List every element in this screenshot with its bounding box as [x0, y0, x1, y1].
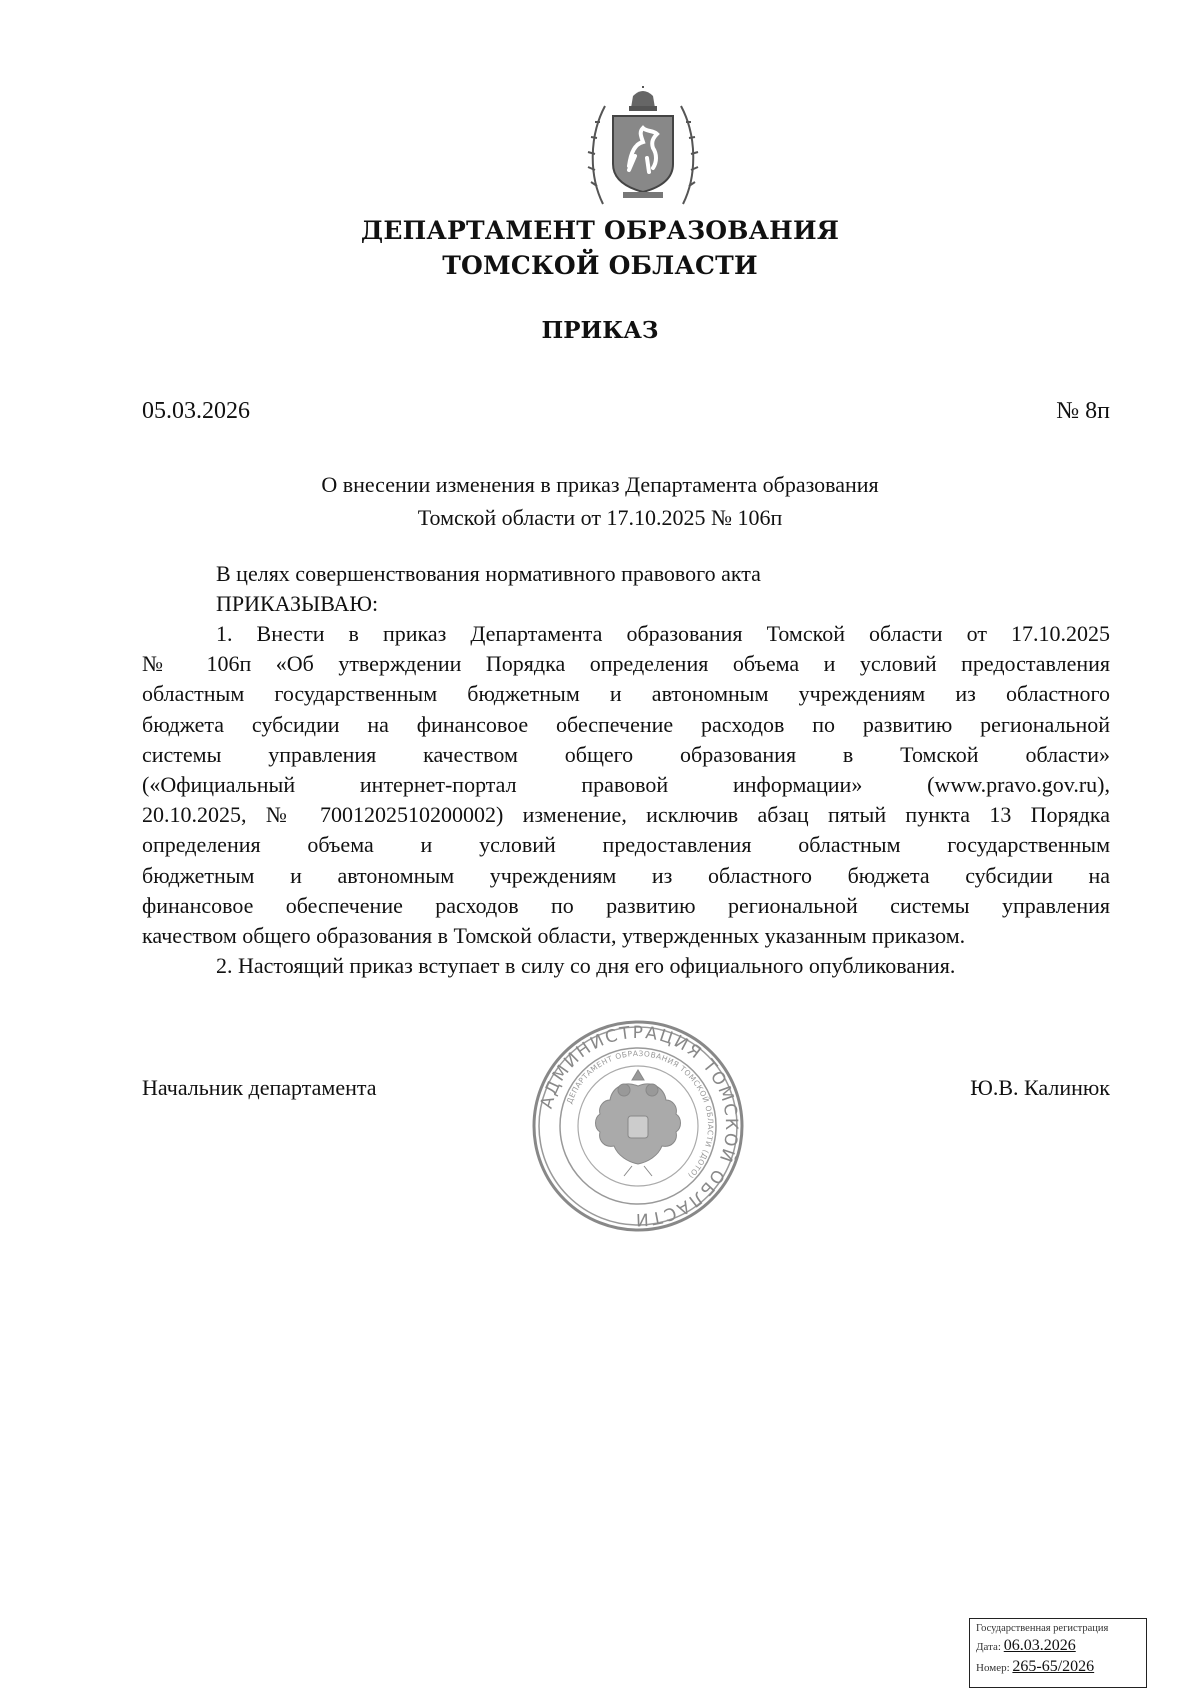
registration-number-value: 265-65/2026	[1012, 1658, 1095, 1675]
order-word: ПРИКАЗЫВАЮ:	[216, 591, 379, 616]
item1-line: бюджетным и автономным учреждениям из областного бюджета субсидии на	[142, 862, 1110, 888]
order-date: 05.03.2026	[142, 398, 250, 424]
signer-title: Начальник департамента	[142, 1075, 377, 1100]
item1-line: качеством общего образования в Томской области, утвержденных указанным приказом.	[142, 923, 966, 949]
document-type-title: ПРИКАЗ	[541, 317, 659, 344]
item1-line: финансовое обеспечение расходов по развитию региональной системы управления	[142, 892, 1110, 918]
registration-box	[969, 1618, 1147, 1688]
order-number: № 8п	[1056, 398, 1110, 424]
registration-date-label: Дата:	[976, 1641, 1001, 1653]
item2-text: 2. Настоящий приказ вступает в силу со дня его официального опубликования.	[216, 953, 956, 979]
registration-number-label: Номер:	[976, 1662, 1010, 1674]
order-body	[142, 619, 1110, 981]
department-name-line1: ДЕПАРТАМЕНТ ОБРАЗОВАНИЯ	[360, 216, 840, 245]
registration-title: Государственная регистрация	[976, 1623, 1109, 1634]
registration-date-row	[976, 1637, 1140, 1655]
subject-line1: О внесении изменения в приказ Департамента образования	[321, 472, 879, 497]
registration-date-value: 06.03.2026	[1003, 1637, 1076, 1654]
department-name-line2: ТОМСКОЙ ОБЛАСТИ	[442, 251, 758, 280]
item1-line: 1. Внести в приказ Департамента образования Томской области от 17.10.2025	[216, 621, 1110, 646]
item1-line: областным государственным бюджетным и автономным учреждениям из областного	[142, 681, 1110, 707]
item1-line: системы управления качеством общего образования в Томской области»	[142, 741, 1110, 767]
registration-number-row	[976, 1658, 1140, 1676]
item1-line: определения объема и условий предоставления областным государственным	[142, 832, 1110, 858]
item1-line: № 106п «Об утверждении Порядка определения объема и условий предоставления	[142, 651, 1110, 677]
signer-name: Ю.В. Калинюк	[970, 1075, 1110, 1100]
item1-line: бюджета субсидии на финансовое обеспечение расходов по развитию региональной	[142, 711, 1110, 737]
stamp-inner-text: ДЕПАРТАМЕНТ ОБРАЗОВАНИЯ ТОМСКОЙ ОБЛАСТИ (ДОТО)	[564, 1048, 716, 1181]
purpose-text: В целях совершенствования нормативного правового акта	[216, 561, 761, 586]
stamp-outer-text: АДМИНИСТРАЦИЯ ТОМСКОЙ ОБЛАСТИ	[536, 1022, 742, 1230]
item1-line: 20.10.2025, № 7001202510200002) изменение, исключив абзац пятый пункта 13 Порядка	[142, 802, 1110, 828]
item1-line: («Официальный интернет-портал правовой информации» (www.pravo.gov.ru),	[142, 772, 1110, 798]
official-seal-icon	[528, 1016, 748, 1236]
subject-line2: Томской области от 17.10.2025 № 106п	[417, 505, 783, 530]
tomsk-coat-of-arms-icon	[583, 86, 703, 208]
